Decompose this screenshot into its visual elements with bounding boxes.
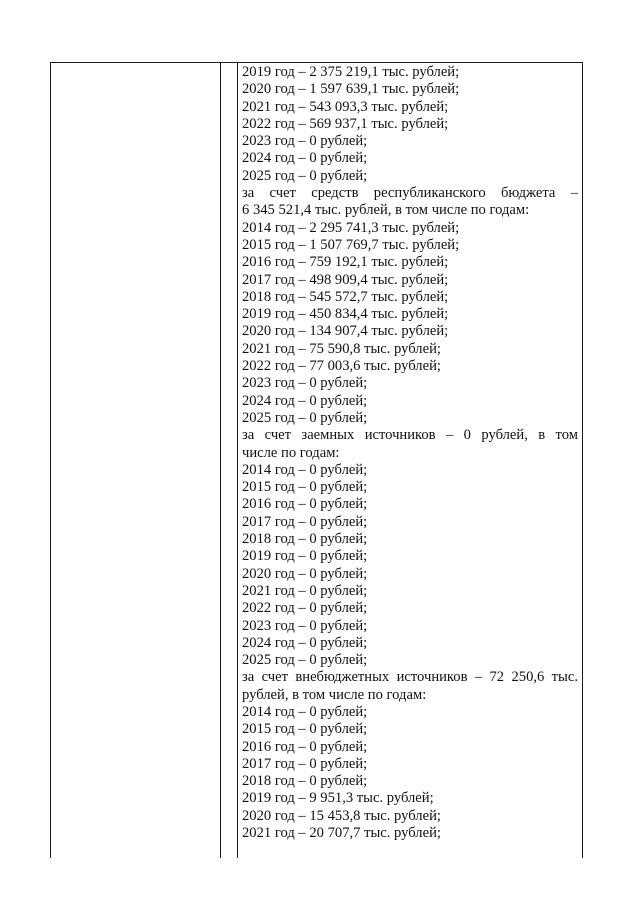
text-line: 2014 год – 0 рублей; [242, 703, 368, 720]
left-column-cell [51, 63, 220, 858]
text-line: 2021 год – 20 707,7 тыс. рублей; [242, 825, 441, 842]
text-line: рублей, в том числе по годам: [242, 686, 427, 703]
text-line: 2024 год – 0 рублей; [242, 392, 368, 409]
text-line: 2025 год – 0 рублей; [242, 652, 368, 669]
text-line: 2014 год – 0 рублей; [242, 461, 368, 478]
text-line: 2025 год – 0 рублей; [242, 167, 368, 184]
text-line: 2023 год – 0 рублей; [242, 133, 368, 150]
text-line: 2022 год – 77 003,6 тыс. рублей; [242, 358, 441, 375]
text-line: 2016 год – 759 192,1 тыс. рублей; [242, 254, 449, 271]
table-column-divider [220, 62, 221, 858]
text-line: 2016 год – 0 рублей; [242, 496, 368, 513]
text-line: 2021 год – 0 рублей; [242, 582, 368, 599]
text-line: 2015 год – 1 507 769,7 тыс. рублей; [242, 236, 460, 253]
text-line: 6 345 521,4 тыс. рублей, в том числе по годам: [242, 202, 530, 219]
text-line: 2017 год – 0 рублей; [242, 513, 368, 530]
text-line: 2019 год – 0 рублей; [242, 548, 368, 565]
text-line: 2017 год – 0 рублей; [242, 755, 368, 772]
text-line: 2020 год – 134 907,4 тыс. рублей; [242, 323, 449, 340]
text-line: 2018 год – 545 572,7 тыс. рублей; [242, 288, 449, 305]
text-line: 2023 год – 0 рублей; [242, 617, 368, 634]
text-line: 2024 год – 0 рублей; [242, 150, 368, 167]
text-line: 2019 год – 2 375 219,1 тыс. рублей; [242, 64, 460, 80]
text-line: 2014 год – 2 295 741,3 тыс. рублей; [242, 219, 460, 236]
text-line: числе по годам: [242, 444, 340, 461]
text-line: 2015 год – 0 рублей; [242, 479, 368, 496]
text-line: 2020 год – 15 453,8 тыс. рублей; [242, 807, 441, 824]
text-line-heading: за счет заемных источников – 0 рублей, в том [242, 427, 578, 444]
text-line: 2019 год – 450 834,4 тыс. рублей; [242, 306, 449, 323]
text-line: 2021 год – 75 590,8 тыс. рублей; [242, 340, 441, 357]
text-line: 2024 год – 0 рублей; [242, 634, 368, 651]
funding-text [242, 64, 578, 842]
text-line: 2015 год – 0 рублей; [242, 721, 368, 738]
text-line: 2021 год – 543 093,3 тыс. рублей; [242, 98, 449, 115]
text-line-heading: за счет средств республиканского бюджета – [242, 185, 578, 202]
text-line: 2022 год – 0 рублей; [242, 600, 368, 617]
text-line: 2018 год – 0 рублей; [242, 773, 368, 790]
table-right-border [582, 62, 583, 858]
text-line-heading: за счет внебюджетных источников – 72 250,6 тыс. [242, 669, 578, 686]
text-line: 2017 год – 498 909,4 тыс. рублей; [242, 271, 449, 288]
text-line: 2020 год – 1 597 639,1 тыс. рублей; [242, 81, 460, 98]
text-line: 2022 год – 569 937,1 тыс. рублей; [242, 115, 449, 132]
table-column-divider-inner [237, 62, 238, 858]
text-line: 2025 год – 0 рублей; [242, 409, 368, 426]
text-line: 2016 год – 0 рублей; [242, 738, 368, 755]
text-line: 2023 год – 0 рублей; [242, 375, 368, 392]
text-line: 2019 год – 9 951,3 тыс. рублей; [242, 790, 434, 807]
text-line: 2020 год – 0 рублей; [242, 565, 368, 582]
text-line: 2018 год – 0 рублей; [242, 531, 368, 548]
